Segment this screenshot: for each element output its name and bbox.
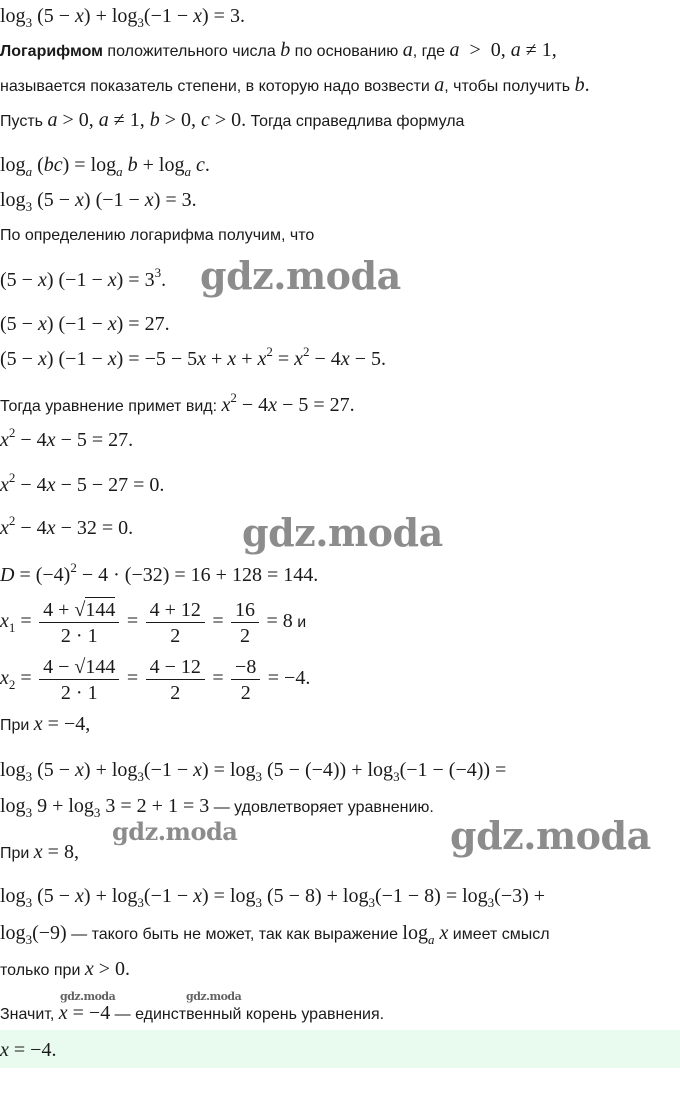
power-equation: (5 − x) $(-1 - x) = 3^3$. (0, 265, 167, 291)
let-line (0, 110, 464, 131)
then-text: Тогда уравнение примет вид: (0, 398, 222, 415)
definition-line-1 (0, 40, 557, 61)
definition-line-2: называется показатель степени, в которую надо возвести a, чтобы получить b. (0, 74, 590, 96)
meaning-text: имеет смысл (448, 926, 550, 943)
only-when-line: только при x > 0. (0, 958, 131, 980)
watermark: gdz.moda (242, 510, 443, 555)
watermark: gdz.moda (186, 990, 242, 1003)
equation-intro: $\log_3 (5 - x) + \log_3(-1 - x) = 3$. (0, 5, 245, 30)
definition-text: , чтобы получить (444, 78, 575, 95)
quadratic-3: $x^2 - 4x - 32 = 0$. (0, 513, 134, 539)
substitution-1: $\log_3 (5 - x) + \log_3(-1 - x) = \log_3 (5 - (-4)) + \log_3(-1 - (-4))$ = (0, 759, 507, 784)
var-b: b (280, 39, 291, 61)
definition-text: , где (412, 43, 450, 60)
unique-root-text: — единственный корень уравнения. (110, 1006, 385, 1023)
watermark: gdz.moda (200, 253, 401, 298)
log-product-formula: $\log_a (bc) = \log_a b + \log_a c$. (0, 154, 210, 179)
quadratic-2: $x^2 - 4x - 5 - 27 = 0$. (0, 470, 165, 496)
answer: x = −4. (0, 1039, 57, 1061)
when-x-minus-4: При x = −4, (0, 713, 91, 735)
conclusion-line: Значит, x = −4 — единственный корень уравнения. (0, 1002, 385, 1024)
definition-text: положительного числа (102, 43, 281, 60)
watermark: gdz.moda (450, 813, 651, 858)
only-when-text: только при (0, 962, 85, 979)
answer-box (0, 1030, 680, 1068)
let-tail: Тогда справедлива формула (246, 113, 465, 130)
watermark: gdz.moda (60, 990, 116, 1003)
and-word: и (292, 614, 307, 632)
when-word: При (0, 717, 34, 734)
combined-equation: $\log_3 (5 - x) (-1 - x) = 3$. (0, 189, 197, 214)
definition-text: по основанию (290, 43, 403, 60)
substitution-2: $\log_3 (5 - x) + \log_3(-1 - x) = \log_3 (5 - 8) + \log_3(-1 - 8) = \log_3(-3)$ + (0, 885, 546, 910)
definition-term: Логарифмом (0, 43, 103, 60)
substitution-1-result: $\log_3 9 + \log_3 3 = 2 + 1 = 3$ — удовлетворяет уравнению. (0, 795, 434, 820)
root-x2: $x_2$ = $\frac{4 - √144}{2 \cdot 1}$ = $\frac{4 - 12}{2}$ = $\frac{-8}{2}$ = −4. (0, 657, 310, 705)
when-x-8: При x = 8, (0, 841, 79, 863)
definition-condition: a > 0, a ≠ 1, (449, 39, 557, 61)
by-definition-text: По определению логарифма получим, что (0, 227, 315, 244)
then-equation-line: Тогда уравнение примет вид: $x^2 - 4x - 5 = 27$. (0, 390, 355, 416)
let-word: Пусть (0, 113, 48, 130)
root-x1: $x_1$ = $\frac{4 + √144}{2 \cdot 1}$ = $\frac{4 + 12}{2}$ = $\frac{16}{2}$ = 8 и (0, 599, 307, 647)
quadratic-1: $x^2 - 4x - 5 = 27$. (0, 425, 134, 451)
hence-text: Значит, (0, 1006, 59, 1023)
watermark: gdz.moda (112, 817, 238, 846)
expanded-equation: (5 − x) $(-1 - x) = -5 - 5x + x + x^2 = x^2 - 4x - 5$. (0, 344, 386, 370)
cannot-text: — такого быть не может, так как выражение (66, 926, 403, 943)
substitution-2-invalid: $\log_3(-9)$ — такого быть не может, так как выражение $\log_a x$ имеет смысл (0, 922, 550, 947)
var-a: a (402, 39, 413, 61)
equation-27: (5 − x) (−1 − x) = 27. (0, 313, 170, 335)
discriminant: $D = (-4)^2 - 4 \cdot (-32) = 16 + 128 = 144$. (0, 560, 319, 586)
definition-text: называется показатель степени, в которую надо возвести (0, 78, 435, 95)
let-condition: a > 0, a ≠ 1, b > 0, c > 0. (47, 109, 247, 131)
when-word: При (0, 845, 34, 862)
satisfies-text: — удовлетворяет уравнению. (209, 799, 434, 816)
